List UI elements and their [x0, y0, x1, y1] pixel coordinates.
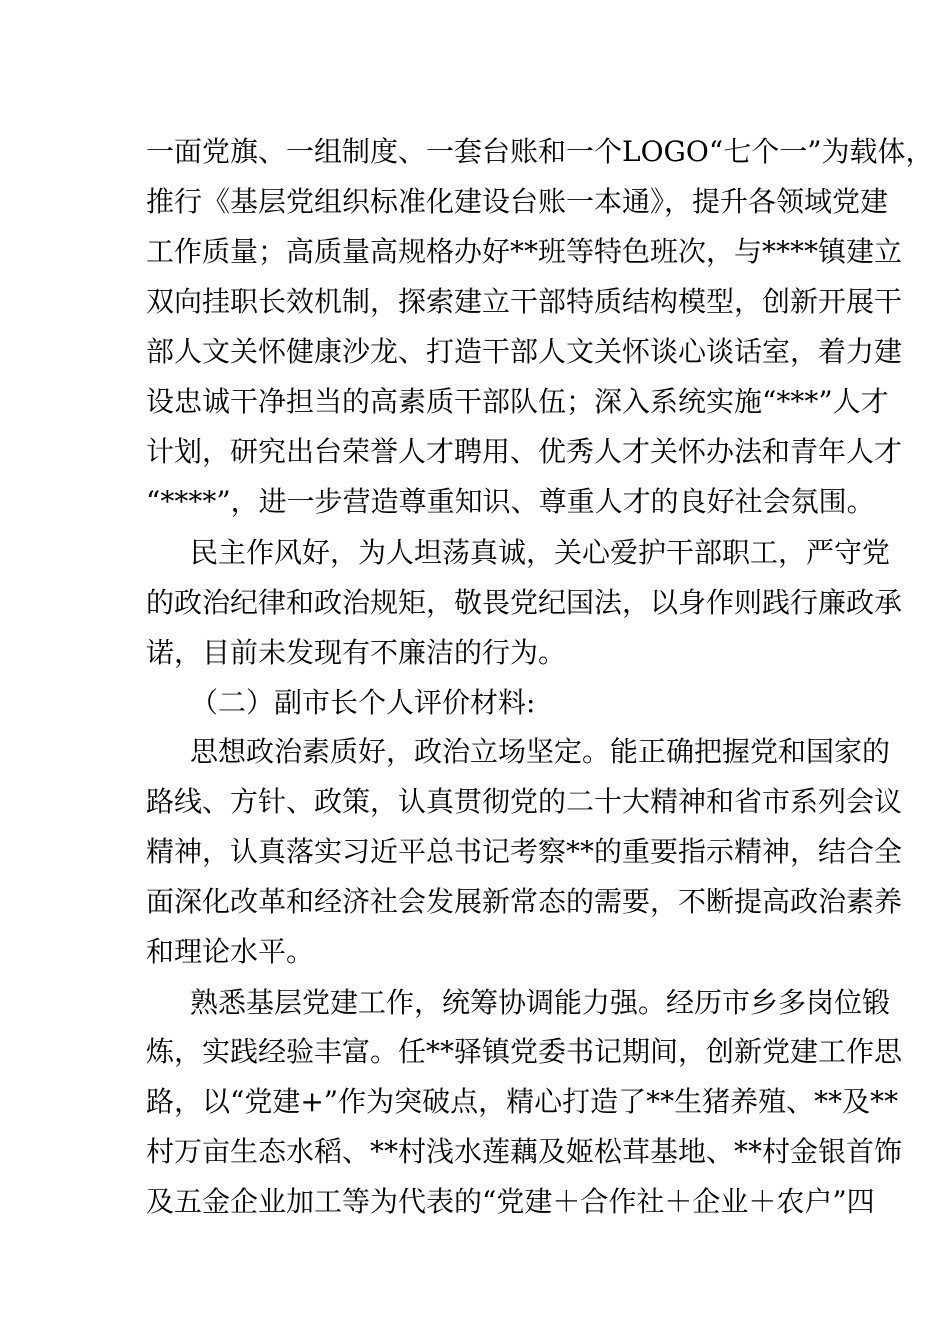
text-line-21: 村万亩生态水稻、**村浅水莲藕及姬松茸基地、**村金银首饰 [146, 1135, 903, 1168]
text-line-22: 及五金企业加工等为代表的“党建＋合作社＋企业＋农户”四 [146, 1185, 875, 1218]
text-line-6: 设忠诚干净担当的高素质干部队伍；深入系统实施“***”人才 [146, 385, 889, 418]
text-line-17: 和理论水平。 [146, 935, 315, 968]
text-line-18: 熟悉基层党建工作，统筹协调能力强。经历市乡多岗位锻 [190, 986, 891, 1019]
text-line-15: 精神，认真落实习近平总书记考察**的重要指示精神，结合全 [146, 835, 903, 868]
text-line-9: 民主作风好，为人坦荡真诚，关心爱护干部职工，严守党 [190, 536, 891, 569]
text-line-20: 路，以“党建+”作为突破点，精心打造了**生猪养殖、**及** [146, 1085, 899, 1118]
text-line-14: 路线、方针、政策，认真贯彻党的二十大精神和省市系列会议 [146, 785, 903, 818]
text-line-19: 炼，实践经验丰富。任**驿镇党委书记期间，创新党建工作思 [146, 1035, 903, 1068]
text-line-10: 的政治纪律和政治规矩，敬畏党纪国法，以身作则践行廉政承 [146, 586, 903, 619]
text-line-8: “****”，进一步营造尊重知识、尊重人才的良好社会氛围。 [146, 485, 875, 518]
text-line-7: 计划，研究出台荣誉人才聘用、优秀人才关怀办法和青年人才 [146, 435, 903, 468]
text-line-11: 诺，目前未发现有不廉洁的行为。 [146, 636, 567, 669]
text-line-1: 一面党旗、一组制度、一套台账和一个LOGO“七个一”为载体， [146, 135, 934, 168]
text-line-4: 双向挂职长效机制，探索建立干部特质结构模型，创新开展干 [146, 285, 903, 318]
text-line-2: 推行《基层党组织标准化建设台账一本通》，提升各领域党建 [146, 185, 889, 218]
section-heading: （二）副市长个人评价材料: [190, 686, 536, 719]
text-line-5: 部人文关怀健康沙龙、打造干部人文关怀谈心谈话室，着力建 [146, 335, 903, 368]
text-line-3: 工作质量；高质量高规格办好**班等特色班次，与****镇建立 [146, 235, 903, 268]
text-line-13: 思想政治素质好，政治立场坚定。能正确把握党和国家的 [190, 735, 891, 768]
text-line-16: 面深化改革和经济社会发展新常态的需要，不断提高政治素养 [146, 885, 903, 918]
